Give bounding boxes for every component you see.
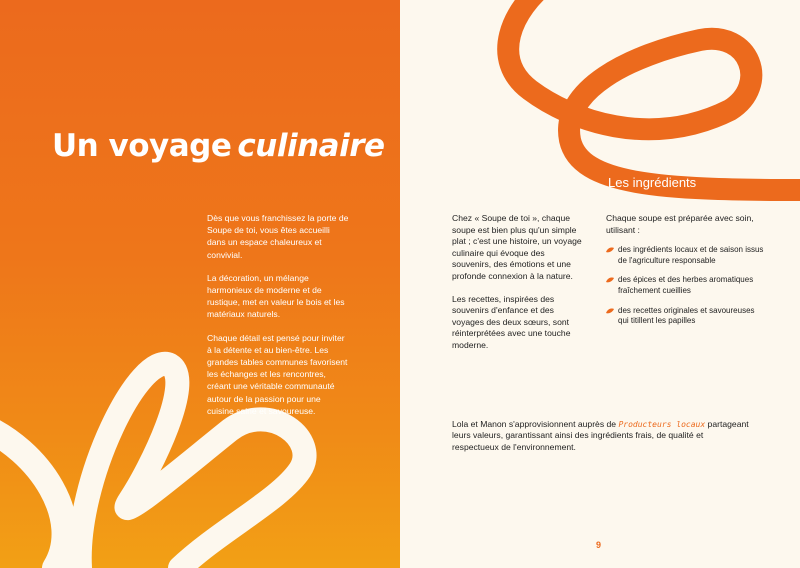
page-number: 9	[596, 540, 602, 550]
leaf-bullet-icon	[606, 247, 614, 253]
right-page	[400, 0, 800, 568]
intro-paragraph-1: Dès que vous franchissez la porte de Soupe de toi, vous êtes accueilli dans un espace chaleureux et convivial.	[207, 213, 349, 260]
ingredients-intro: Chaque soupe est préparée avec soin, utilisant :	[606, 213, 754, 235]
leaf-bullet-icon	[606, 277, 614, 283]
list-item-text: des ingrédients locaux et de saison issus de l'agriculture responsable	[618, 245, 764, 265]
intro-paragraph-3: Chaque détail est pensé pour inviter à la détente et au bien-être. Les grandes tables communes favorisent les échanges et les rencontres, créant une véritable communauté autour de la passion pour une cuisine saine et savoureuse.	[207, 332, 348, 416]
intro-text-block	[207, 212, 349, 428]
closing-text-end: partageant leurs valeurs, garantissant ainsi des ingrédients frais, de qualité et respectueux de l'environnement.	[452, 418, 749, 452]
story-paragraph-2: Les recettes, inspirées des souvenirs d'enfance et des voyages des deux sœurs, sont réinterprétées avec une touche moderne.	[452, 293, 571, 350]
list-item-text: des recettes originales et savoureuses qui titillent les papilles	[618, 305, 755, 326]
local-producers-highlight: Producteurs locaux	[618, 419, 706, 429]
list-item	[606, 275, 766, 296]
closing-paragraph	[452, 419, 752, 454]
list-item	[606, 245, 766, 266]
title-main: Un voyage	[52, 128, 232, 164]
page-title	[52, 128, 385, 164]
section-heading: Les ingrédients	[608, 175, 697, 190]
ingredients-list	[606, 245, 766, 327]
story-column	[452, 213, 586, 363]
intro-paragraph-2: La décoration, un mélange harmonieux de moderne et de rustique, met en valeur le bois et les matériaux naturels.	[207, 272, 345, 320]
ingredients-column	[606, 213, 766, 336]
story-paragraph-1: Chez « Soupe de toi », chaque soupe est bien plus qu'un simple plat ; c'est une histoire, un voyage culinaire qui évoque des souvenirs, des émotions et une profonde connexion à la nature.	[452, 213, 582, 281]
leaf-bullet-icon	[606, 308, 614, 314]
list-item	[606, 306, 766, 327]
closing-text-start: Lola et Manon s'approvisionnent auprès de	[452, 418, 619, 429]
title-accent: culinaire	[237, 128, 385, 164]
list-item-text: des épices et des herbes aromatiques fraîchement cueillies	[618, 275, 754, 295]
